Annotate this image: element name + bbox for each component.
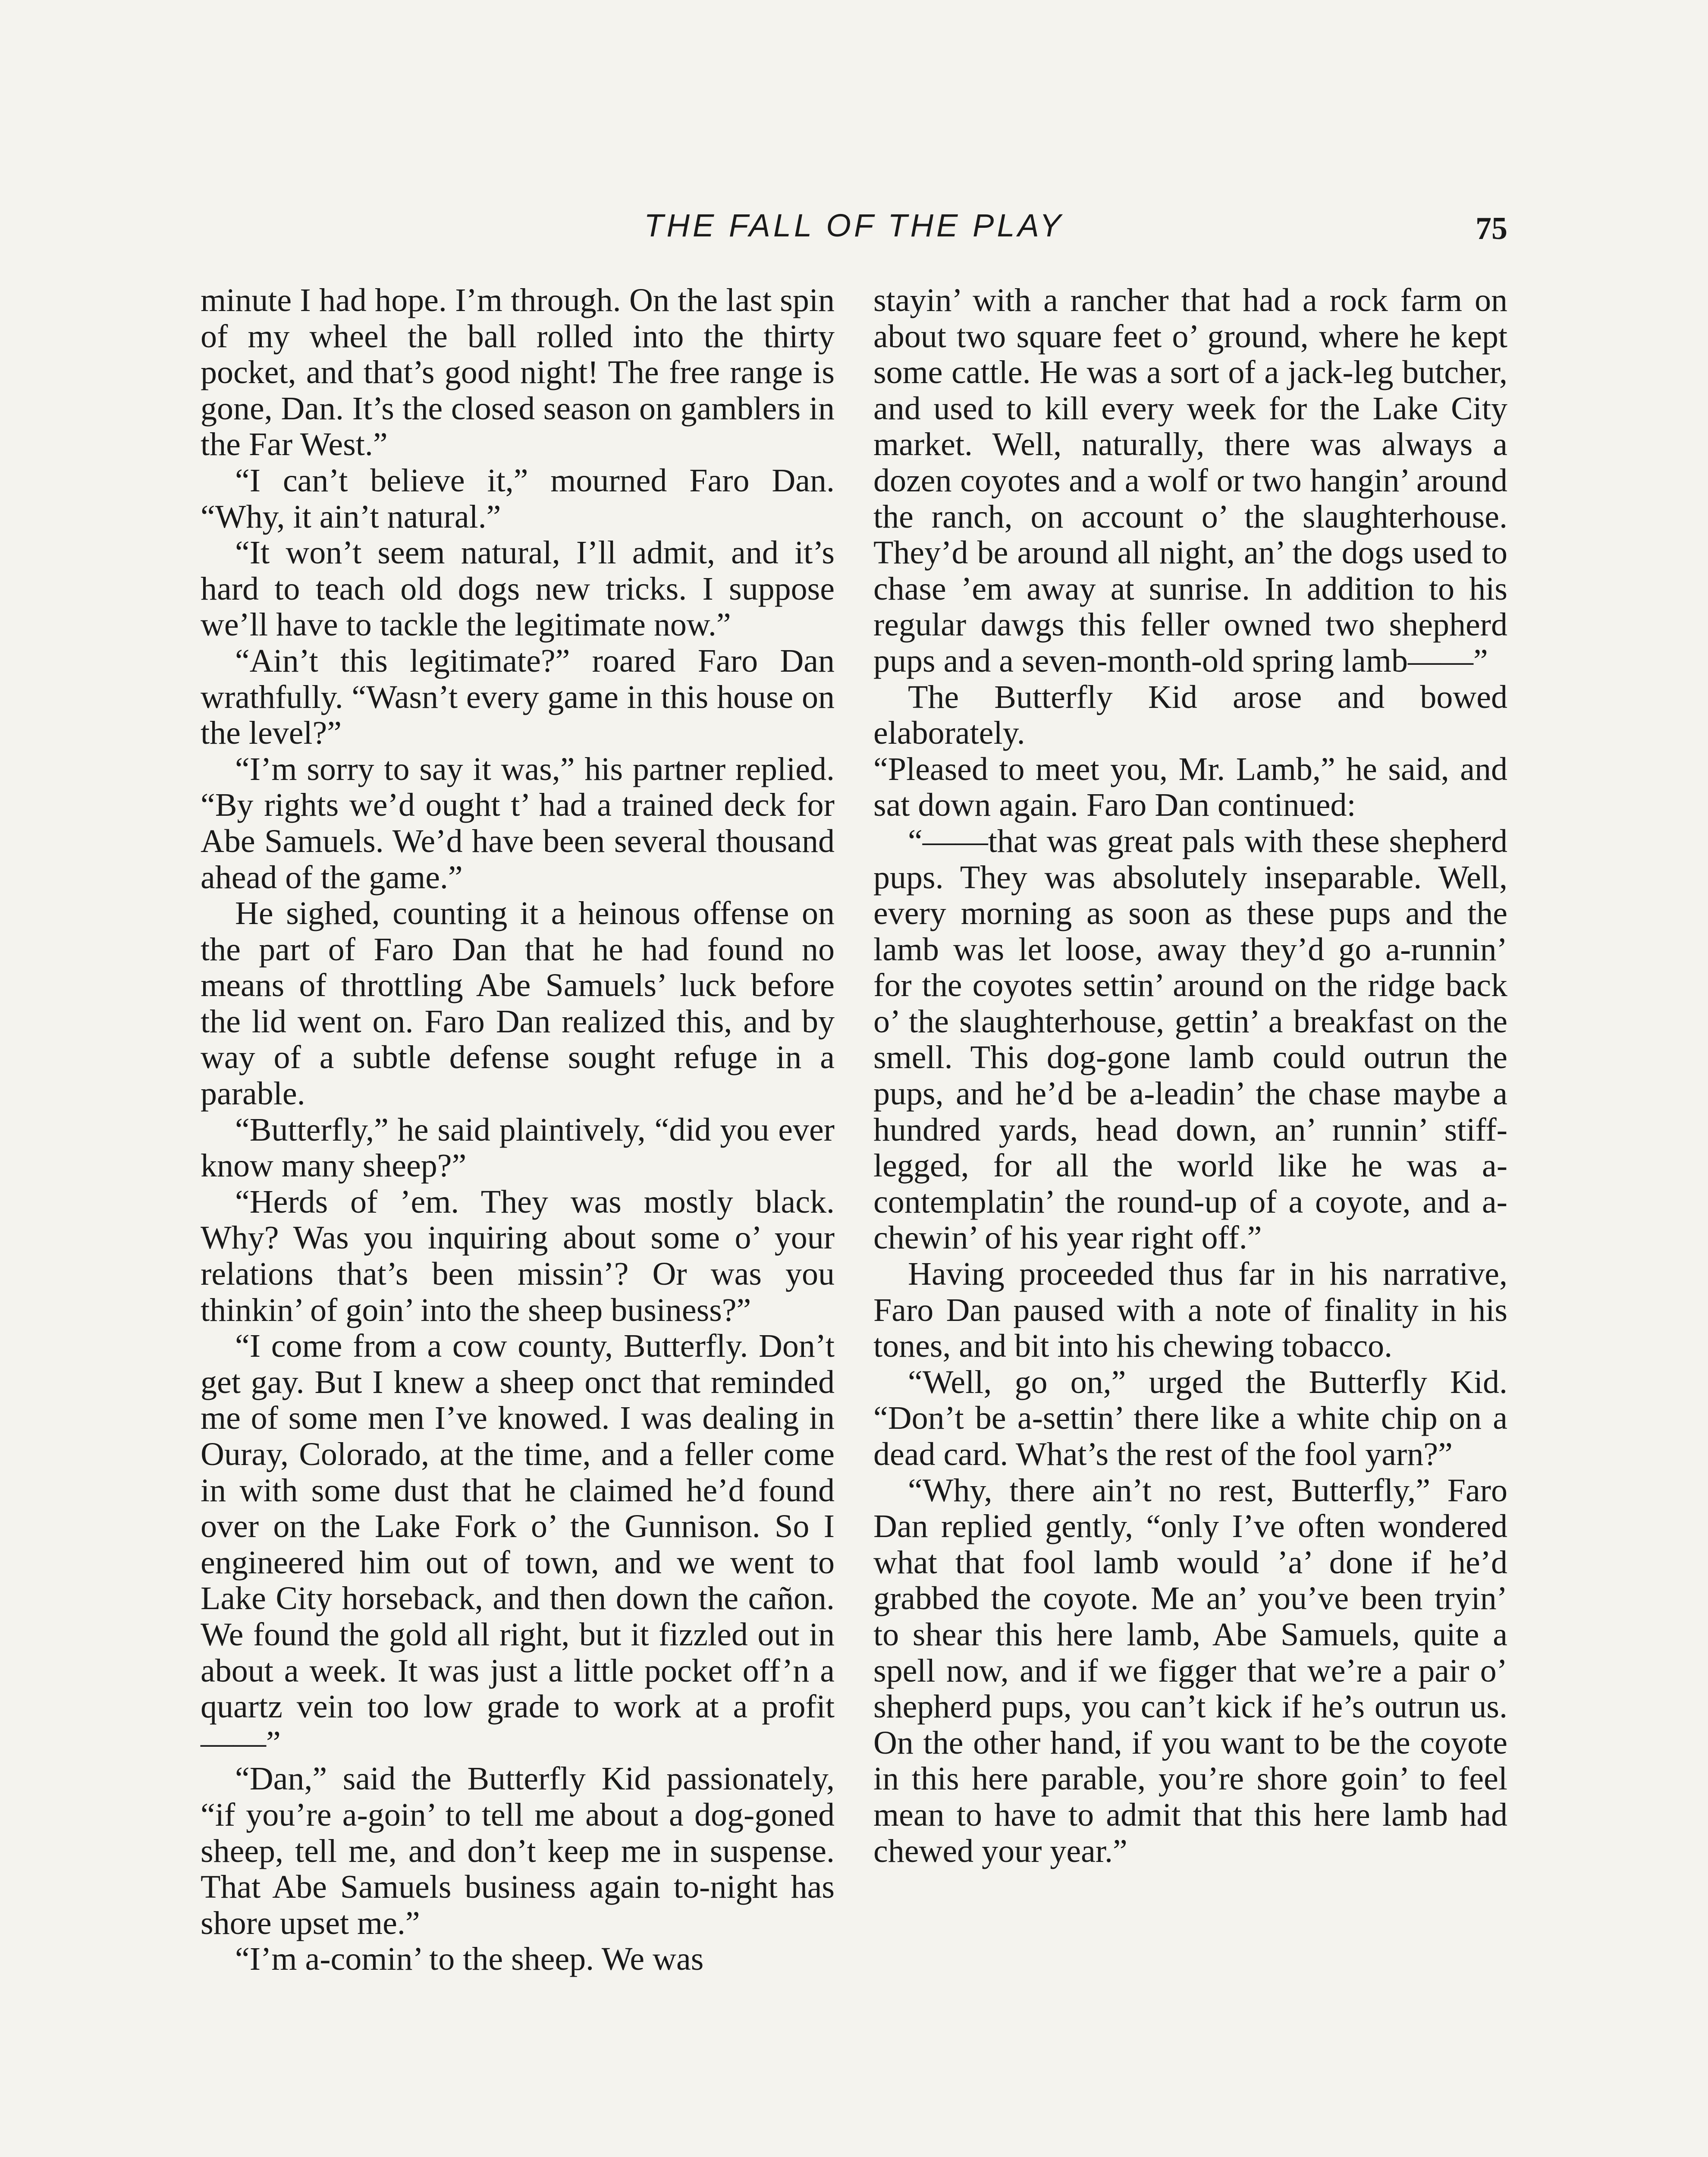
- page-number: 75: [1476, 211, 1507, 246]
- text-column-left: [201, 283, 835, 1978]
- paragraph: stayin’ with a rancher that had a rock farm on about two square feet o’ ground, where he kept some cattle. He was a sort of a jack-leg butcher, and used to kill every week for the Lake City market. Well, naturally, there was always a dozen coyotes and a wolf or two hangin’ around the ranch, on account o’ the slaughterhouse. They’d be around all night, an’ the dogs used to chase ’em away at sunrise. In addition to his regular dawgs this feller owned two shepherd pups and a seven-month-old spring lamb——”: [873, 282, 1507, 679]
- paragraph: “Herds of ’em. They was mostly black. Why? Was you inquiring about some o’ your relations that’s been missin’? Or was you thinkin’ of goin’ into the sheep business?”: [201, 1183, 835, 1328]
- paragraph: “——that was great pals with these shepherd pups. They was absolutely inseparable. Well, every morning as soon as these pups and the lamb was let loose, away they’d go a-runnin’ for the coyotes settin’ around on the ridge back o’ the slaughterhouse, gettin’ a breakfast on the smell. This dog-gone lamb could outrun the pups, and he’d be a-leadin’ the chase maybe a hundred yards, head down, an’ runnin’ stiff-legged, for all the world like he was a-contemplatin’ the round-up of a coyote, and a-chewin’ of his year right off.”: [873, 823, 1507, 1256]
- paragraph: “I’m sorry to say it was,” his partner replied. “By rights we’d ought t’ had a trained deck for Abe Samuels. We’d have been several thousand ahead of the game.”: [201, 751, 835, 896]
- paragraph: “I’m a-comin’ to the sheep. We was: [235, 1941, 704, 1978]
- paragraph: The Butterfly Kid arose and bowed elaborately.: [873, 679, 1507, 751]
- paragraph: Having proceeded thus far in his narrative, Faro Dan paused with a note of finality in his tones, and bit into his chewing tobacco.: [873, 1256, 1507, 1365]
- running-head: [201, 203, 1507, 259]
- paragraph: “Well, go on,” urged the Butterfly Kid. “Don’t be a-settin’ there like a white chip on a dead card. What’s the rest of the fool yarn?”: [873, 1364, 1507, 1472]
- text-column-right: [873, 283, 1507, 1869]
- running-title: THE FALL OF THE PLAY: [644, 208, 1064, 243]
- paragraph: “Dan,” said the Butterfly Kid passionately, “if you’re a-goin’ to tell me about a dog-goned sheep, tell me, and don’t keep me in suspense. That Abe Samuels business again to-night has shore upset me.”: [201, 1761, 835, 1941]
- paragraph: “I can’t believe it,” mourned Faro Dan. “Why, it ain’t natural.”: [201, 462, 835, 535]
- paragraph: “Why, there ain’t no rest, Butterfly,” Faro Dan replied gently, “only I’ve often wondered what that fool lamb would ’a’ done if he’d grabbed the coyote. Me an’ you’ve been tryin’ to shear this here lamb, Abe Samuels, quite a spell now, and if we figger that we’re a pair o’ shepherd pups, you can’t kick if he’s outrun us. On the other hand, if you want to be the coyote in this here parable, you’re shore goin’ to feel mean to have to admit that this here lamb had chewed your year.”: [873, 1472, 1507, 1869]
- paragraph: He sighed, counting it a heinous offense on the part of Faro Dan that he had found no means of throttling Abe Samuels’ luck before the lid went on. Faro Dan realized this, and by way of a subtle defense sought refuge in a parable.: [201, 895, 835, 1112]
- paragraph: “Butterfly,” he said plaintively, “did you ever know many sheep?”: [201, 1111, 835, 1184]
- paragraph: “I come from a cow county, Butterfly. Don’t get gay. But I knew a sheep onct that reminded me of some men I’ve knowed. I was dealing in Ouray, Colorado, at the time, and a feller come in with some dust that he claimed he’d found over on the Lake Fork o’ the Gunnison. So I engineered him out of town, and we went to Lake City horseback, and then down the cañon. We found the gold all right, but it fizzled out in about a week. It was just a little pocket off’n a quartz vein too low grade to work at a profit——”: [201, 1328, 835, 1761]
- paragraph: “Pleased to meet you, Mr. Lamb,” he said, and sat down again. Faro Dan continued:: [873, 751, 1507, 824]
- paragraph: “Ain’t this legitimate?” roared Faro Dan wrathfully. “Wasn’t every game in this house on the level?”: [201, 642, 835, 751]
- paragraph: minute I had hope. I’m through. On the last spin of my wheel the ball rolled into the thirty pocket, and that’s good night! The free range is gone, Dan. It’s the closed season on gamblers in the Far West.”: [201, 282, 835, 463]
- paragraph: “It won’t seem natural, I’ll admit, and it’s hard to teach old dogs new tricks. I suppose we’ll have to tackle the legitimate now.”: [201, 535, 835, 643]
